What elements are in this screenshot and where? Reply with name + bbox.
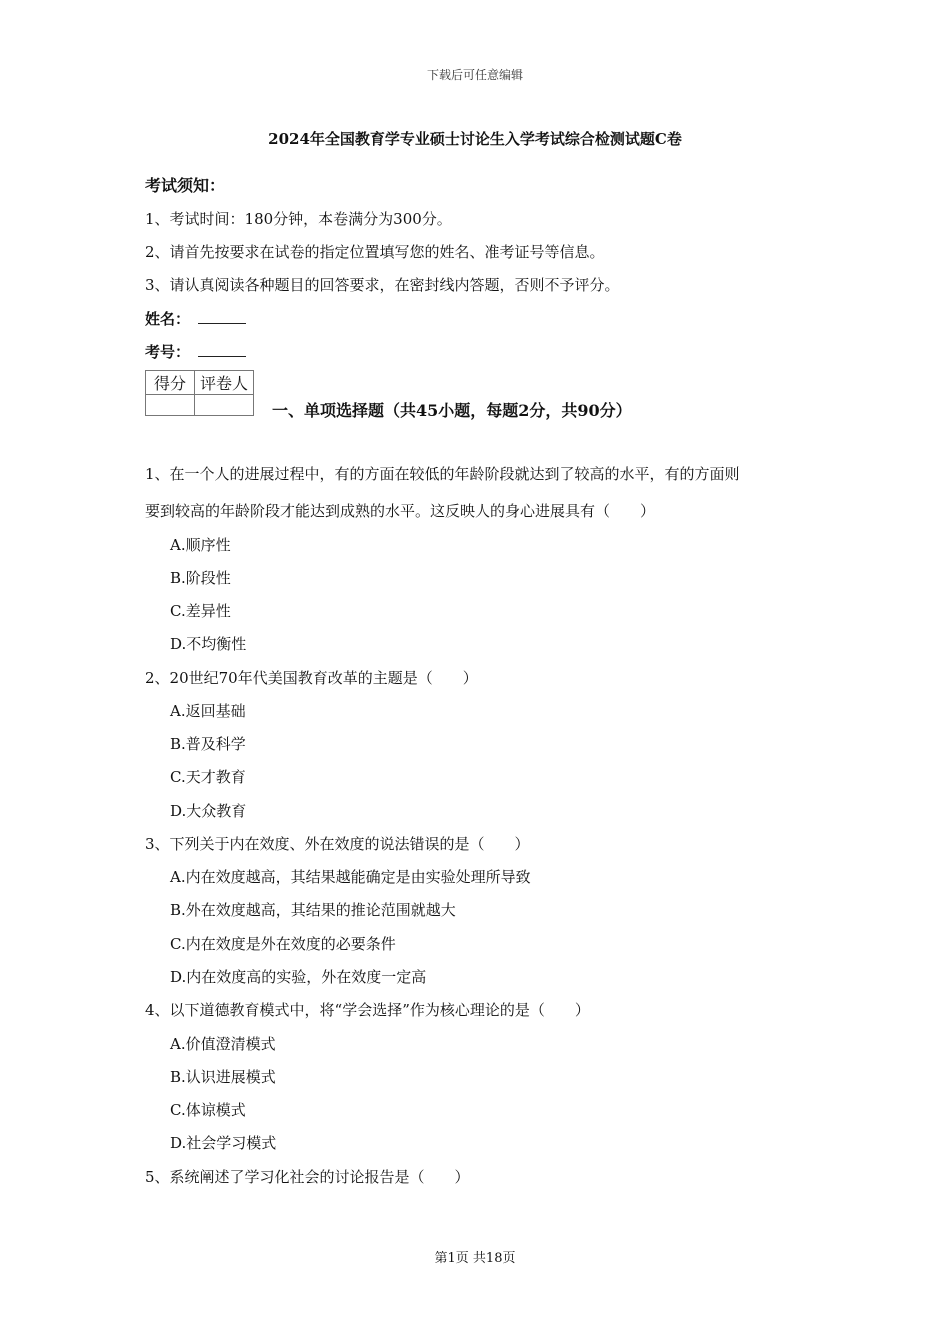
- section-title: 一、单项选择题（共45小题，每题2分，共90分）: [272, 401, 632, 420]
- notice-heading: 考试须知：: [145, 176, 226, 195]
- name-blank[interactable]: [198, 309, 246, 324]
- question-2-text: 2、20世纪70年代美国教育改革的主题是（ ）: [145, 669, 478, 687]
- name-field[interactable]: [145, 308, 246, 329]
- question-1-option-a: A.顺序性: [170, 536, 231, 554]
- page-footer: 第1页 共18页: [434, 1251, 516, 1266]
- exam-number-label: 考号：: [145, 343, 191, 361]
- exam-number-blank[interactable]: [198, 342, 246, 357]
- question-1-option-b: B.阶段性: [170, 569, 231, 587]
- document-title: 2024年全国教育学专业硕士讨论生入学考试综合检测试题C卷: [268, 130, 682, 148]
- question-4-option-c: C.体谅模式: [170, 1101, 246, 1119]
- question-1-option-c: C.差异性: [170, 602, 231, 620]
- question-3-option-a: A.内在效度越高，其结果越能确定是由实验处理所导致: [170, 868, 531, 886]
- question-3-option-d: D.内在效度高的实验，外在效度一定高: [170, 968, 427, 986]
- score-table: [145, 370, 254, 416]
- question-1-option-d: D.不均衡性: [170, 635, 247, 653]
- question-2-option-a: A.返回基础: [170, 702, 246, 720]
- grader-cell[interactable]: [195, 395, 254, 416]
- score-header: 得分: [146, 371, 195, 395]
- grader-header: 评卷人: [195, 371, 254, 395]
- question-5-text: 5、系统阐述了学习化社会的讨论报告是（ ）: [145, 1168, 470, 1186]
- notice-item: 1、考试时间：180分钟，本卷满分为300分。: [145, 210, 452, 228]
- question-3-option-c: C.内在效度是外在效度的必要条件: [170, 935, 396, 953]
- notice-item: 3、请认真阅读各种题目的回答要求，在密封线内答题，否则不予评分。: [145, 276, 620, 294]
- question-3-text: 3、下列关于内在效度、外在效度的说法错误的是（ ）: [145, 835, 530, 853]
- question-2-option-d: D.大众教育: [170, 802, 247, 820]
- exam-number-field[interactable]: [145, 341, 246, 362]
- question-3-option-b: B.外在效度越高，其结果的推论范围就越大: [170, 901, 456, 919]
- header-note: 下载后可任意编辑: [426, 68, 523, 82]
- question-4-option-a: A.价值澄清模式: [170, 1035, 276, 1053]
- question-4-option-b: B.认识进展模式: [170, 1068, 276, 1086]
- question-4-text: 4、以下道德教育模式中，将“学会选择”作为核心理论的是（ ）: [145, 1001, 590, 1019]
- question-2-option-c: C.天才教育: [170, 768, 246, 786]
- question-4-option-d: D.社会学习模式: [170, 1134, 277, 1152]
- name-label: 姓名：: [145, 310, 191, 328]
- question-1-text: 1、在一个人的进展过程中，有的方面在较低的年龄阶段就达到了较高的水平，有的方面则: [145, 465, 740, 483]
- score-cell[interactable]: [146, 395, 195, 416]
- notice-item: 2、请首先按要求在试卷的指定位置填写您的姓名、准考证号等信息。: [145, 243, 605, 261]
- question-2-option-b: B.普及科学: [170, 735, 246, 753]
- question-1-text-cont: 要到较高的年龄阶段才能达到成熟的水平。这反映人的身心进展具有（ ）: [145, 502, 656, 520]
